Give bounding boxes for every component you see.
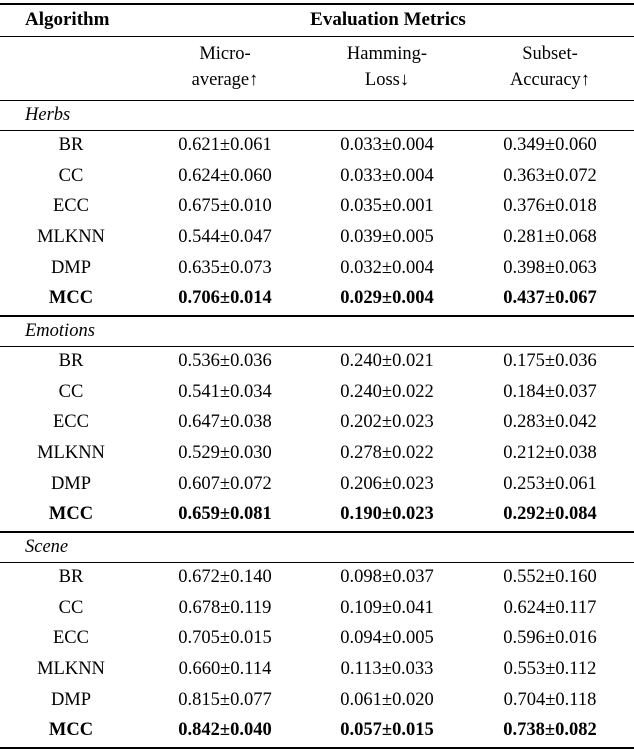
metric-value-cell: 0.704±0.118 — [503, 689, 597, 710]
algorithm-cell: CC — [58, 165, 84, 186]
metric-value-cell: 0.202±0.023 — [340, 412, 434, 433]
metric-value-cell: 0.624±0.060 — [178, 165, 272, 186]
evaluation-metrics-table — [0, 3, 634, 749]
metric-value-cell: 0.596±0.016 — [503, 628, 597, 649]
metric-value-cell: 0.672±0.140 — [178, 567, 272, 588]
algorithm-cell: CC — [58, 381, 84, 402]
metric-value-cell: 0.544±0.047 — [178, 227, 272, 248]
dataset-section-label: Scene — [0, 532, 634, 563]
metric-value-cell: 0.283±0.042 — [503, 412, 597, 433]
metric-value-cell: 0.190±0.023 — [340, 504, 434, 525]
table-row — [0, 500, 634, 532]
metric-value-cell: 0.281±0.068 — [503, 227, 597, 248]
algorithm-cell: MLKNN — [37, 443, 105, 464]
metric-value-cell: 0.659±0.081 — [178, 504, 272, 525]
algorithm-column-header: Algorithm — [0, 4, 142, 37]
table-row — [0, 655, 634, 686]
metric-value-cell: 0.184±0.037 — [503, 381, 597, 402]
metric-header-line1: Subset- — [522, 44, 578, 64]
algorithm-cell: BR — [58, 135, 84, 156]
metric-value-cell: 0.212±0.038 — [503, 443, 597, 464]
metric-value-cell: 0.621±0.061 — [178, 135, 272, 156]
algorithm-cell: DMP — [50, 473, 92, 494]
metric-value-cell: 0.376±0.018 — [503, 196, 597, 217]
metric-value-cell: 0.553±0.112 — [503, 659, 597, 680]
metric-value-cell: 0.175±0.036 — [503, 351, 597, 372]
table-row — [0, 377, 634, 408]
table-row — [0, 161, 634, 192]
metric-value-cell: 0.206±0.023 — [340, 473, 434, 494]
metric-column-header — [466, 37, 634, 101]
metric-value-cell: 0.660±0.114 — [178, 659, 272, 680]
table-row — [0, 593, 634, 624]
table-row — [0, 408, 634, 439]
algorithm-cell: ECC — [53, 412, 89, 433]
metric-value-cell: 0.437±0.067 — [503, 288, 597, 309]
table-row — [0, 346, 634, 377]
metric-value-cell: 0.675±0.010 — [178, 196, 272, 217]
dataset-section-label: Emotions — [0, 316, 634, 347]
metric-value-cell: 0.624±0.117 — [503, 597, 597, 618]
metric-value-cell: 0.032±0.004 — [340, 257, 434, 278]
metric-value-cell: 0.349±0.060 — [503, 135, 597, 156]
metric-value-cell: 0.706±0.014 — [178, 288, 272, 309]
evaluation-metrics-group-header: Evaluation Metrics — [142, 4, 634, 37]
table-row — [0, 439, 634, 470]
table-row — [0, 284, 634, 316]
algorithm-cell: DMP — [50, 689, 92, 710]
metric-value-cell: 0.240±0.021 — [340, 351, 434, 372]
algorithm-cell: MLKNN — [37, 227, 105, 248]
metric-value-cell: 0.363±0.072 — [503, 165, 597, 186]
table-row — [0, 562, 634, 593]
metric-value-cell: 0.647±0.038 — [178, 412, 272, 433]
metric-value-cell: 0.033±0.004 — [340, 135, 434, 156]
algorithm-cell: MLKNN — [37, 659, 105, 680]
metric-value-cell: 0.240±0.022 — [340, 381, 434, 402]
table-row — [0, 192, 634, 223]
metric-value-cell: 0.057±0.015 — [340, 720, 434, 741]
metric-value-cell: 0.738±0.082 — [503, 720, 597, 741]
table-row — [0, 685, 634, 716]
metric-value-cell: 0.678±0.119 — [178, 597, 272, 618]
section-header-row — [0, 532, 634, 563]
metric-value-cell: 0.109±0.041 — [340, 597, 434, 618]
algorithm-cell: MCC — [48, 288, 94, 309]
dataset-section-label: Herbs — [0, 100, 634, 130]
metric-header-line1: Hamming- — [346, 44, 428, 64]
table-row — [0, 130, 634, 161]
metric-value-cell: 0.607±0.072 — [178, 473, 272, 494]
table-header-row — [0, 4, 634, 37]
metric-value-cell: 0.253±0.061 — [503, 473, 597, 494]
algorithm-cell: MCC — [48, 504, 94, 525]
empty-header-cell — [0, 37, 142, 101]
metric-column-header — [308, 37, 466, 101]
metric-column-header — [142, 37, 308, 101]
metric-value-cell: 0.094±0.005 — [340, 628, 434, 649]
algorithm-cell: ECC — [53, 628, 89, 649]
metric-header-line2: Loss↓ — [364, 70, 410, 91]
table-row — [0, 624, 634, 655]
metric-value-cell: 0.292±0.084 — [503, 504, 597, 525]
algorithm-cell: BR — [58, 351, 84, 372]
table-row — [0, 253, 634, 284]
metric-value-cell: 0.113±0.033 — [340, 659, 434, 680]
algorithm-cell: DMP — [50, 257, 92, 278]
metric-value-cell: 0.035±0.001 — [340, 196, 434, 217]
metric-header-line2: average↑ — [191, 70, 259, 91]
algorithm-cell: BR — [58, 567, 84, 588]
metric-value-cell: 0.398±0.063 — [503, 257, 597, 278]
metric-value-cell: 0.529±0.030 — [178, 443, 272, 464]
metric-value-cell: 0.061±0.020 — [340, 689, 434, 710]
metric-value-cell: 0.552±0.160 — [503, 567, 597, 588]
section-header-row — [0, 100, 634, 130]
metric-value-cell: 0.842±0.040 — [178, 720, 272, 741]
section-header-row — [0, 316, 634, 347]
algorithm-cell: ECC — [53, 196, 89, 217]
table-body — [0, 100, 634, 748]
metric-value-cell: 0.033±0.004 — [340, 165, 434, 186]
algorithm-cell: MCC — [48, 720, 94, 741]
metric-value-cell: 0.705±0.015 — [178, 628, 272, 649]
metric-value-cell: 0.536±0.036 — [178, 351, 272, 372]
metric-value-cell: 0.029±0.004 — [340, 288, 434, 309]
algorithm-cell: CC — [58, 597, 84, 618]
metric-value-cell: 0.815±0.077 — [178, 689, 272, 710]
metric-value-cell: 0.541±0.034 — [178, 381, 272, 402]
metric-header-line2: Accuracy↑ — [509, 70, 591, 91]
metric-value-cell: 0.278±0.022 — [340, 443, 434, 464]
metric-value-cell: 0.098±0.037 — [340, 567, 434, 588]
metric-value-cell: 0.635±0.073 — [178, 257, 272, 278]
metric-header-row — [0, 37, 634, 101]
metric-header-line1: Micro- — [199, 44, 251, 64]
table-row — [0, 223, 634, 254]
metric-value-cell: 0.039±0.005 — [340, 227, 434, 248]
table-row — [0, 469, 634, 500]
table-row — [0, 716, 634, 748]
